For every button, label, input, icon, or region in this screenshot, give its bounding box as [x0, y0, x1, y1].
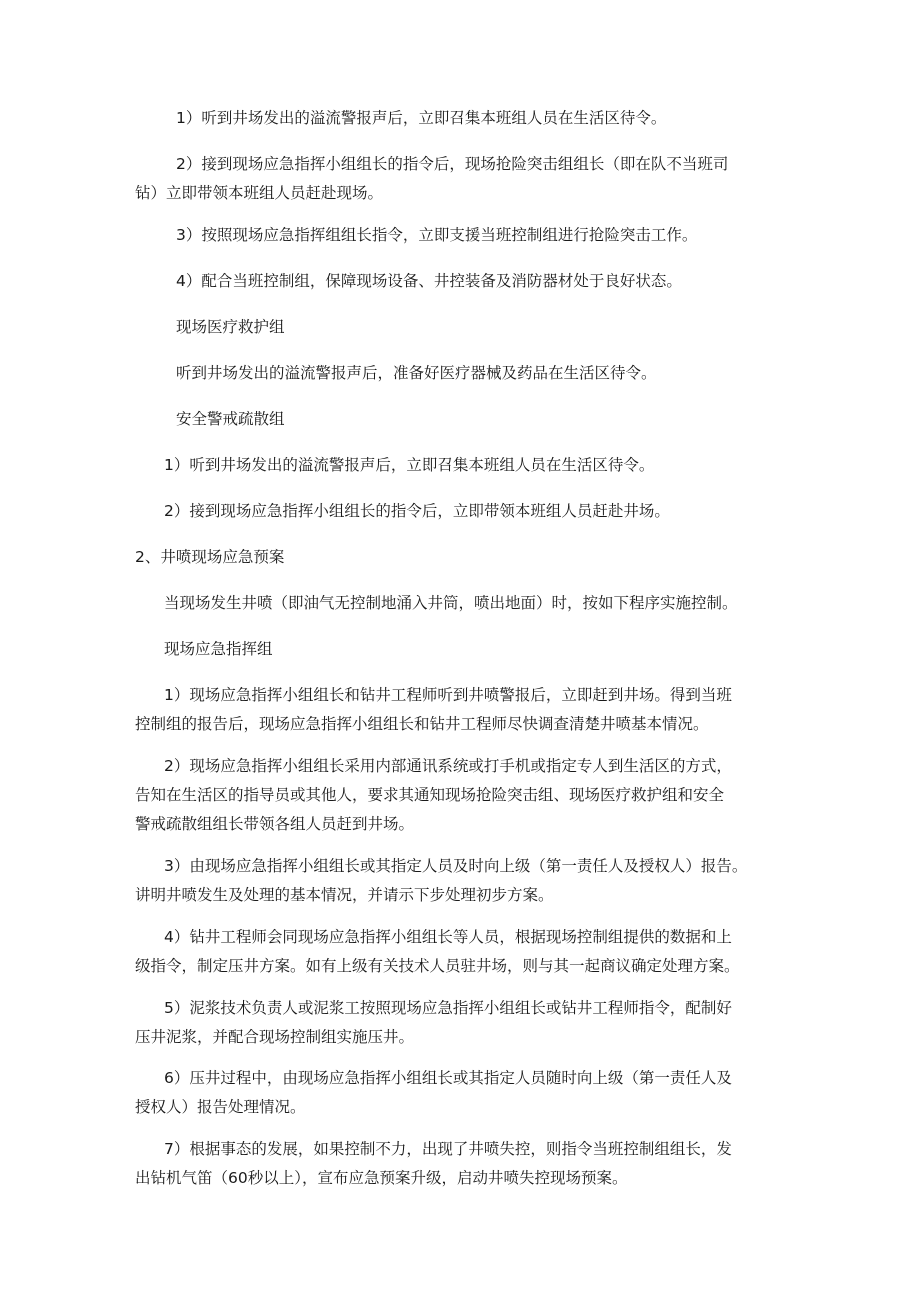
paragraph-line: 4）配合当班控制组，保障现场设备、井控装备及消防器材处于良好状态。: [176, 272, 682, 290]
paragraph-4: [176, 267, 682, 296]
section-heading-security: [176, 405, 285, 434]
paragraph-line: 钻）立即带领本班组人员赶赴现场。: [135, 184, 384, 202]
section-heading-blowout-plan: [135, 543, 284, 572]
paragraph-1: [176, 104, 666, 133]
paragraph-16: [164, 923, 732, 952]
paragraph-line: 1）听到井场发出的溢流警报声后，立即召集本班组人员在生活区待令。: [176, 109, 667, 127]
paragraph-line: 告知在生活区的指导员或其他人，要求其通知现场抢险突击组、现场医疗救护组和安全: [135, 786, 725, 804]
paragraph-line: 听到井场发出的溢流警报声后，准备好医疗器械及药品在生活区待令。: [176, 364, 657, 382]
paragraph-line: 2）现场应急指挥小组组长采用内部通讯系统或打手机或指定专人到生活区的方式，: [164, 757, 732, 775]
paragraph-17: [164, 994, 732, 1023]
paragraph-17-cont: [135, 1023, 414, 1052]
paragraph-19-cont: [135, 1164, 627, 1193]
paragraph-line: 授权人）报告处理情况。: [135, 1098, 306, 1116]
paragraph-line: 安全警戒疏散组: [176, 410, 285, 428]
paragraph-11: [164, 589, 738, 618]
paragraph-line: 1）现场应急指挥小组组长和钻井工程师听到井喷警报后，立即赶到井场。得到当班: [164, 686, 732, 704]
paragraph-14-cont-1: [135, 781, 724, 810]
paragraph-line: 压井泥浆，并配合现场控制组实施压井。: [135, 1028, 415, 1046]
paragraph-14: [164, 752, 732, 781]
paragraph-line: 警戒疏散组组长带领各组人员赶到井场。: [135, 815, 415, 833]
paragraph-line: 3）由现场应急指挥小组组长或其指定人员及时向上级（第一责任人及授权人）报告。: [164, 857, 748, 875]
paragraph-line: 讲明井喷发生及处理的基本情况，并请示下步处理初步方案。: [135, 886, 554, 904]
paragraph-line: 7）根据事态的发展，如果控制不力，出现了井喷失控，则指令当班控制组组长，发: [164, 1140, 732, 1158]
paragraph-line: 6）压井过程中，由现场应急指挥小组组长或其指定人员随时向上级（第一责任人及: [164, 1069, 732, 1087]
paragraph-9: [164, 497, 670, 526]
paragraph-line: 级指令，制定压井方案。如有上级有关技术人员驻井场，则与其一起商议确定处理方案。: [135, 957, 740, 975]
paragraph-line: 5）泥浆技术负责人或泥浆工按照现场应急指挥小组组长或钻井工程师指令，配制好: [164, 999, 732, 1017]
paragraph-18-cont: [135, 1093, 306, 1122]
paragraph-6: [176, 359, 657, 388]
paragraph-8: [164, 451, 654, 480]
paragraph-line: 出钻机气笛（60秒以上），宣布应急预案升级，启动井喷失控现场预案。: [135, 1169, 628, 1187]
section-heading-command: [164, 635, 273, 664]
paragraph-line: 2）接到现场应急指挥小组组长的指令后，立即带领本班组人员赶赴井场。: [164, 502, 670, 520]
paragraph-13-cont: [135, 710, 709, 739]
paragraph-2-cont: [135, 179, 383, 208]
paragraph-15: [164, 852, 747, 881]
paragraph-13: [164, 681, 732, 710]
paragraph-line: 2、井喷现场应急预案: [135, 548, 285, 566]
paragraph-15-cont: [135, 881, 554, 910]
paragraph-3: [176, 221, 697, 250]
paragraph-line: 现场应急指挥组: [164, 640, 273, 658]
section-heading-medical: [176, 313, 285, 342]
paragraph-19: [164, 1135, 732, 1164]
paragraph-line: 现场医疗救护组: [176, 318, 285, 336]
paragraph-2: [176, 150, 728, 179]
paragraph-line: 控制组的报告后，现场应急指挥小组组长和钻井工程师尽快调查清楚井喷基本情况。: [135, 715, 709, 733]
paragraph-line: 3）按照现场应急指挥组组长指令，立即支援当班控制组进行抢险突击工作。: [176, 226, 698, 244]
paragraph-16-cont: [135, 952, 740, 981]
paragraph-14-cont-2: [135, 810, 414, 839]
paragraph-line: 1）听到井场发出的溢流警报声后，立即召集本班组人员在生活区待令。: [164, 456, 655, 474]
paragraph-line: 2）接到现场应急指挥小组组长的指令后，现场抢险突击组组长（即在队不当班司: [176, 155, 729, 173]
paragraph-line: 4）钻井工程师会同现场应急指挥小组组长等人员，根据现场控制组提供的数据和上: [164, 928, 732, 946]
paragraph-line: 当现场发生井喷（即油气无控制地涌入井筒，喷出地面）时，按如下程序实施控制。: [164, 594, 738, 612]
paragraph-18: [164, 1064, 732, 1093]
